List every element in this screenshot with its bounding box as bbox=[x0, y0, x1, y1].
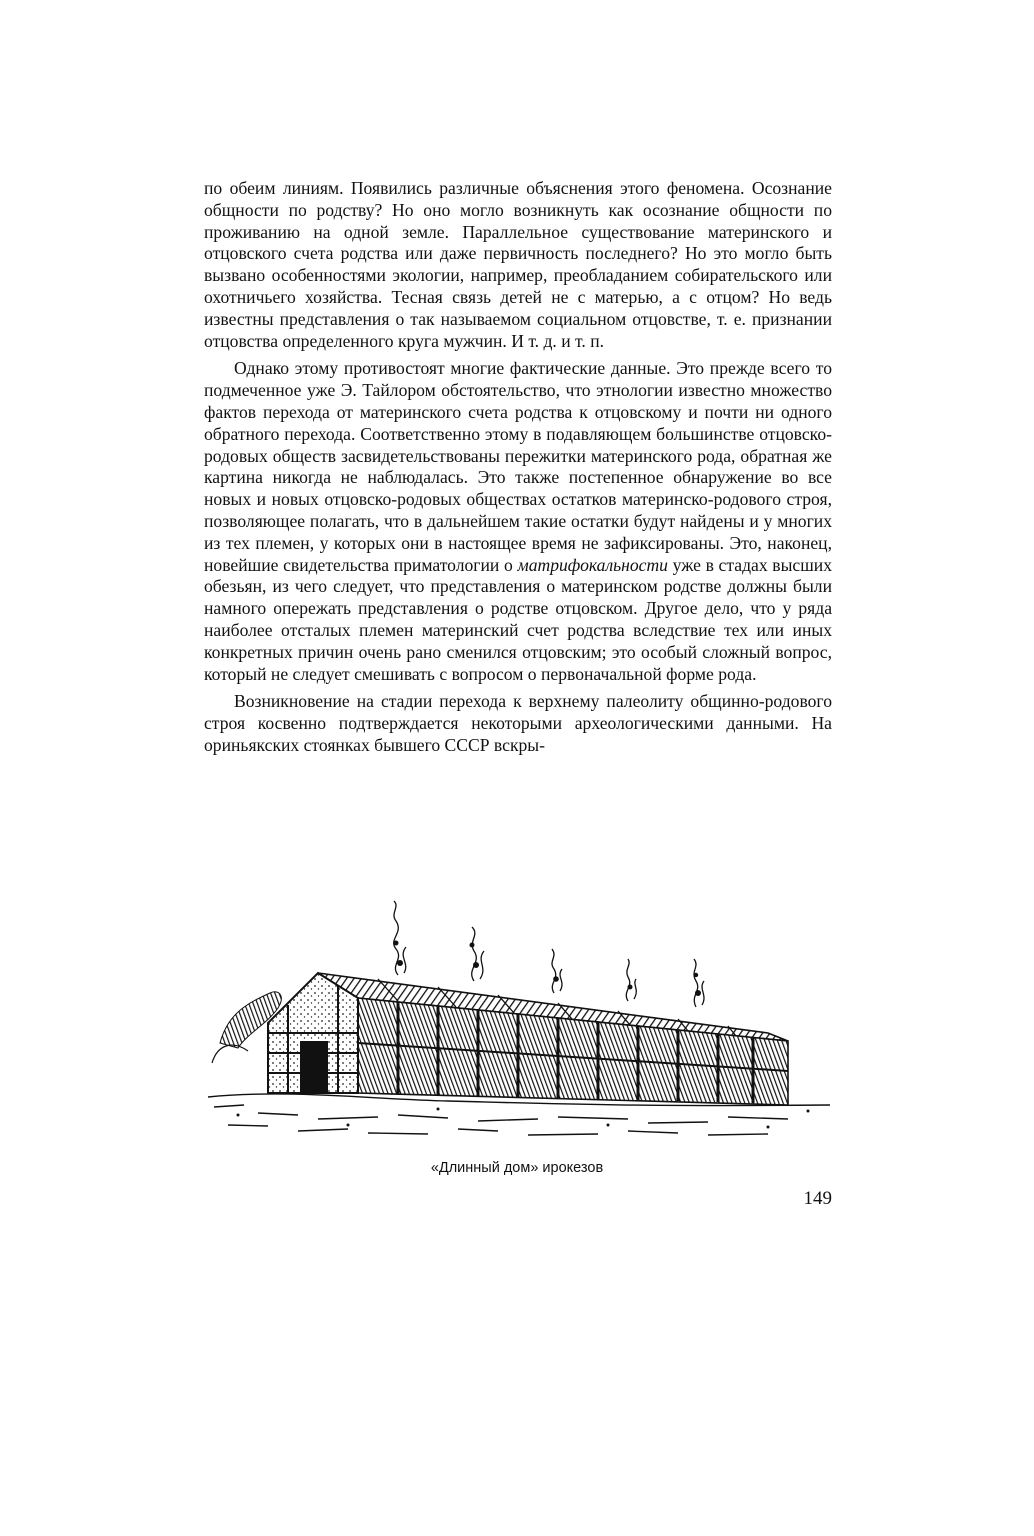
paragraph-2-end: уже в стадах высших обезьян, из чего следует, что представления о материнском родстве должны были намного опережать представления о родстве отцовском. Другое дело, что у ряда наиболее отсталых племен материнский счет родства вследствие тех или иных конкретных причин очень рано сменился отцовским; это особый сложный вопрос, который не следует смешивать с вопросом о первоначальной форме рода. bbox=[204, 554, 832, 684]
door bbox=[300, 1041, 328, 1093]
paragraph-3: Возникновение на стадии перехода к верхнему палеолиту общинно-родового строя косвенно подтверждается некоторыми археологическими данными. На ориньякских стоянках бывшего СССР вскры- bbox=[204, 691, 832, 755]
paragraph-2-start: Однако этому противостоят многие фактические данные. Это прежде всего то подмеченное уже Э. Тайлором обстоятельство, что этнологии известно множество фактов перехода от материнского счета родства к отцовскому и почти ни одного обратного перехода. Соответственно этому в подавляющем большинстве отцовско-родовых обществ засвидетельствованы пережитки материнского рода, обратная же картина никогда не наблюдалась. Это также постепенное обнаружение во все новых и новых отцовско-родовых обществах остатков материнско-родового строя, позволяющее полагать, что в дальнейшем такие остатки будут найдены и у многих из тех племен, у которых они в настоящее время не зафиксированы. Это, наконец, новейшие свидетельства приматологии о bbox=[204, 358, 832, 575]
longhouse-illustration bbox=[208, 893, 830, 1141]
paragraph-2-italic-term: матрифокальности bbox=[517, 554, 668, 575]
paragraph-1: по обеим линиям. Появились различные объяснения этого феномена. Осознание общности по родству? Но оно могло возникнуть как осознание общности по проживанию на одной земле. Параллельное существование материнского и отцовского счета родства или даже первичность последнего? Но это могло быть вызвано особенностями экологии, например, преобладанием собирательского или охотничьего хозяйства. Тесная связь детей не с матерью, а с отцом? Но ведь известны представления о так называемом социальном отцовстве, т. е. признании отцовства определенного круга мужчин. И т. д. и т. п. bbox=[204, 178, 832, 351]
figure-caption: «Длинный дом» ирокезов bbox=[430, 1160, 604, 1176]
paragraph-2 bbox=[204, 358, 832, 685]
page-body bbox=[204, 178, 832, 757]
page-number: 149 bbox=[803, 1188, 832, 1209]
